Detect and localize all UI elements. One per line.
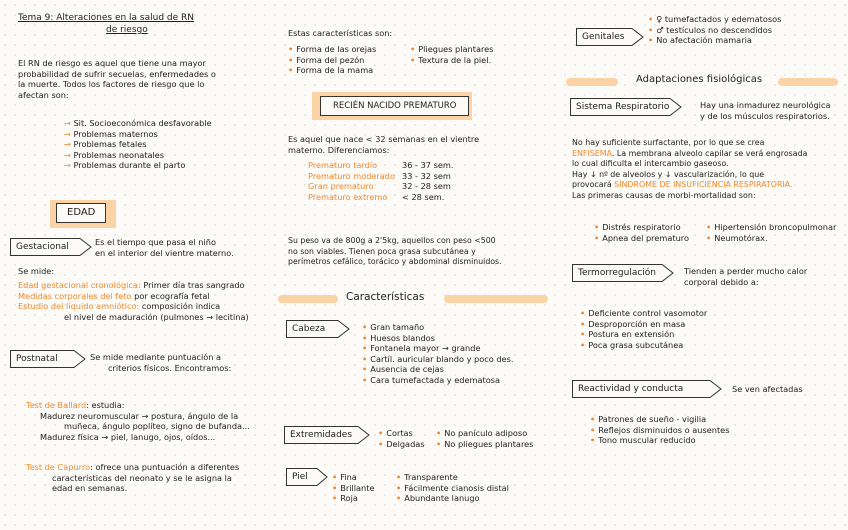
list-item: • Transparente: [396, 472, 458, 482]
list-item: • Tono muscular reducido: [590, 435, 696, 445]
bullet-icon: •: [288, 44, 294, 54]
list-item: • Textura de la piel.: [410, 54, 492, 65]
bullet-icon: •: [362, 332, 368, 343]
genitales-label: Genitales: [576, 28, 644, 46]
list-item: • Forma de la mama: [288, 65, 374, 75]
bullet-icon: •: [362, 374, 368, 385]
genitales-list: [648, 14, 781, 46]
list-item: Medidas corporales del feto por ecografía fetal: [18, 290, 210, 301]
list-item: • Desproporción en masa: [580, 318, 686, 329]
gestacional-label: Gestacional: [10, 238, 92, 256]
piel-right-list: [396, 472, 509, 504]
adaptaciones-title: Adaptaciones fisiológicas: [636, 74, 763, 85]
reactividad-desc: Se ven afectadas: [732, 384, 803, 394]
list-item: • Neumotórax.: [706, 232, 768, 243]
reactividad-label: Reactividad y conducta: [572, 380, 722, 398]
list-item: • Apnea del prematuro: [594, 232, 689, 243]
list-item: • Poca grasa subcutánea: [580, 339, 684, 350]
table-row: Prematuro moderado 33 - 32 sem: [308, 170, 451, 181]
termo-list: [580, 308, 707, 350]
bullet-icon: •: [362, 322, 368, 332]
list-item: • Brillante: [332, 482, 375, 493]
list-item: • Ausencia de cejas: [362, 364, 444, 374]
caract-right-list: [410, 44, 493, 65]
arrow-icon: →: [64, 118, 74, 128]
prematuro-table: [308, 160, 453, 202]
bullet-icon: •: [362, 353, 368, 364]
bullet-icon: •: [590, 414, 596, 424]
list-item: • Patrones de sueño - vigilia: [590, 414, 707, 424]
list-item: • No pliegues plantares: [436, 438, 534, 449]
peso-paragraph: Su peso va de 800g a 2'5kg, aquellos con peso <500 no son viables. Tienen poca grasa subcutánea y perímetros cefálico, torácico y abdominal disminuidos.: [288, 236, 502, 266]
arrow-icon: →: [64, 160, 74, 170]
bullet-icon: •: [396, 482, 402, 493]
respiratorio-label: Sistema Respiratorio: [570, 98, 682, 116]
rn-desc: Es aquel que nace < 32 semanas en el vientre materno. Diferenciamos:: [288, 134, 480, 155]
termo-desc: Tienden a perder mucho calor corporal debido a:: [684, 266, 808, 287]
causas-left-list: [594, 222, 689, 243]
caract-left-list: [288, 44, 376, 76]
bullet-icon: •: [288, 65, 294, 75]
bullet-icon: •: [288, 54, 294, 65]
edad-title: EDAD: [56, 203, 106, 223]
reactividad-list: [590, 414, 729, 446]
arrow-icon: →: [64, 128, 74, 139]
list-item: → Problemas fetales: [64, 139, 147, 149]
bullet-icon: •: [648, 24, 654, 35]
section-bar-left: [278, 295, 338, 303]
bullet-icon: •: [332, 493, 338, 503]
bullet-icon: •: [580, 318, 586, 329]
page-title: Tema 9: Alteraciones en la salud de RN de riesgo: [18, 13, 195, 35]
list-item: Estudio del líquido amniótico: composición indica: [18, 301, 221, 311]
caracteristicas-intro: Estas características son:: [288, 28, 393, 38]
cabeza-label: Cabeza: [286, 320, 350, 338]
ballard-test: Test de Ballard: estudia: Madurez neuromuscular → postura, ángulo de la muñeca, ángulo poplíteo, signo de bufanda... Madurez física → piel, lanugo, ojos, oídos...: [26, 400, 250, 442]
se-mide: Se mide:: [18, 266, 55, 276]
termorregulacion-label: Termorregulación: [572, 264, 674, 282]
list-item: • Delgadas: [378, 438, 425, 449]
gestacional-desc: Es el tiempo que pasa el niño en el interior del vientre materno.: [95, 237, 234, 258]
postnatal-desc: Se mide mediante puntuación a criterios físicos. Encontramos:: [90, 352, 232, 373]
list-item: • Cara tumefactada y edematosa: [362, 374, 501, 385]
respiratorio-desc: Hay una inmadurez neurológica y de los músculos respiratorios.: [700, 100, 831, 121]
list-item: • Pliegues plantares: [410, 44, 494, 54]
bullet-icon: •: [706, 232, 712, 243]
risk-factor-list: [64, 118, 212, 171]
list-item: → Problemas maternos: [64, 128, 158, 139]
intro-paragraph: El RN de riesgo es aquel que tiene una mayor probabilidad de sufrir secuelas, enfermedades o la muerte. Todos los factores de riesgo que lo afectan son:: [18, 58, 216, 100]
extremidades-label: Extremidades: [284, 426, 370, 444]
list-item: • Deficiente control vasomotor: [580, 308, 708, 318]
list-item: • Fina: [332, 472, 357, 482]
adapt-bar-left: [566, 78, 618, 86]
causas-right-list: [706, 222, 836, 243]
bullet-icon: •: [410, 44, 416, 54]
bullet-icon: •: [648, 14, 654, 24]
list-item: • Roja: [332, 493, 358, 503]
ext-right-list: [436, 428, 533, 449]
piel-label: Piel: [286, 468, 328, 486]
bullet-icon: •: [378, 428, 384, 438]
list-item: • Forma de las orejas: [288, 44, 377, 54]
bullet-icon: •: [594, 222, 600, 232]
cabeza-list: [362, 322, 513, 385]
bullet-icon: •: [362, 343, 368, 353]
list-item: • Gran tamaño: [362, 322, 425, 332]
bullet-icon: •: [580, 308, 586, 318]
bullet-icon: •: [594, 232, 600, 243]
bullet-icon: •: [378, 438, 384, 449]
bullet-icon: •: [332, 482, 338, 493]
ext-left-list: [378, 428, 425, 449]
bullet-icon: •: [396, 493, 402, 503]
list-item: • ♀ tumefactados y edematosos: [648, 14, 782, 24]
bullet-icon: •: [436, 428, 442, 438]
bullet-icon: •: [362, 364, 368, 374]
caracteristicas-title: Características: [346, 291, 425, 303]
section-bar-right: [444, 295, 548, 303]
capurro-test: Test de Capurro: ofrece una puntuación a diferentes características del neonato y se le asigna la edad en semanas.: [26, 462, 240, 493]
list-item: Edad gestacional cronológica: Primer día tras sangrado: [18, 280, 245, 290]
bullet-icon: •: [580, 329, 586, 339]
piel-left-list: [332, 472, 375, 504]
list-item: • Postura en extensión: [580, 329, 675, 339]
adapt-bar-right: [778, 78, 838, 86]
list-item: • Huesos blandos: [362, 332, 435, 343]
bullet-icon: •: [580, 339, 586, 350]
surfactante-paragraph: No hay suficiente surfactante, por lo que se crea ENFISEMA. La membrana alveolo capilar se verá engrosada lo cual dificulta el intercambio gaseoso. Hay ↓ nº de alveolos y ↓ vascularización, lo que provocará SÍNDROME DE INSUFICIENCIA RESPIRATORIA. Las primeras causas de morbi-mortalidad son:: [572, 138, 808, 200]
list-item: • Fontanela mayor → grande: [362, 343, 481, 353]
arrow-icon: →: [64, 139, 74, 149]
table-row: Prematuro extremo < 28 sem.: [308, 191, 445, 202]
table-row: Gran prematuro 32 - 28 sem: [308, 181, 451, 191]
list-item: • Hipertensión broncopulmonar: [706, 222, 837, 232]
list-item: • Cortas: [378, 428, 413, 438]
bullet-icon: •: [648, 35, 654, 45]
bullet-icon: •: [706, 222, 712, 232]
list-item: • Cartíl. auricular blando y poco des.: [362, 353, 514, 364]
list-item: • Fácilmente cianosis distal: [396, 482, 509, 493]
list-item: • Abundante lanugo: [396, 493, 480, 503]
postnatal-label: Postnatal: [10, 350, 86, 368]
bullet-icon: •: [590, 435, 596, 445]
list-item: • No afectación mamaria: [648, 35, 752, 45]
list-item: → Problemas neonatales: [64, 149, 165, 160]
list-item: • Forma del pezón: [288, 54, 365, 65]
table-row: Prematuro tardío 36 - 37 sem.: [308, 160, 454, 170]
bullet-icon: •: [436, 438, 442, 449]
list-item: • Distrés respiratorio: [594, 222, 681, 232]
bullet-icon: •: [410, 54, 416, 65]
list-item: • Reflejos disminuidos o ausentes: [590, 424, 730, 435]
list-item: • ♂ testículos no descendidos: [648, 24, 772, 35]
rn-prematuro-title: RECIÉN NACIDO PREMATURO: [320, 96, 469, 116]
bullet-icon: •: [590, 424, 596, 435]
list-item: → Problemas durante el parto: [64, 160, 186, 170]
list-item: → Sit. Socioeconómica desfavorable: [64, 118, 212, 128]
arrow-icon: →: [64, 149, 74, 160]
bullet-icon: •: [396, 472, 402, 482]
list-item: • No panículo adiposo: [436, 428, 528, 438]
bullet-icon: •: [332, 472, 338, 482]
gest-methods: Edad gestacional cronológica: Primer día tras sangrado Medidas corporales del feto por ecografía fetal Estudio del líquido amniótico: composición indica el nivel de maduración (pulmones → lecitina): [18, 280, 249, 322]
